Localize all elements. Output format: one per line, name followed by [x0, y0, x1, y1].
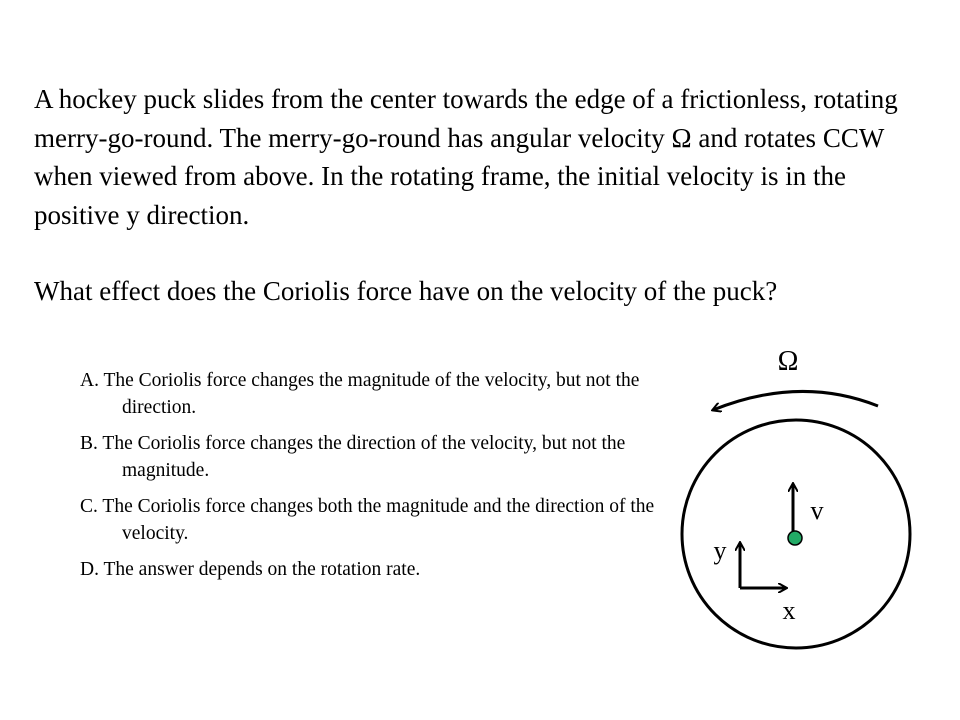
y-axis-label: y: [713, 536, 727, 565]
hockey-puck: [788, 531, 802, 545]
choice-d: D. The answer depends on the rotation rate.: [80, 559, 421, 580]
choice-a: A. The Coriolis force changes the magnitude of the velocity, but not the direction.: [80, 370, 640, 418]
question-paragraph-2: What effect does the Coriolis force have on the velocity of the puck?: [34, 276, 778, 306]
choice-b: B. The Coriolis force changes the direction of the velocity, but not the magnitude.: [80, 433, 626, 481]
x-axis-label: x: [782, 596, 796, 625]
velocity-label: v: [810, 496, 824, 525]
merry-go-round-diagram: [660, 330, 950, 670]
rotation-arrow: [713, 391, 878, 410]
question-text: [34, 80, 934, 311]
answer-choices: [80, 367, 680, 592]
choice-c: C. The Coriolis force changes both the magnitude and the direction of the velocity.: [80, 496, 655, 544]
question-paragraph-1: A hockey puck slides from the center towards the edge of a frictionless, rotating merry-go-round. The merry-go-round has angular velocity Ω and rotates CCW when viewed from above. In the rotating frame, the initial velocity is in the positive y direction.: [34, 84, 898, 230]
omega-label: Ω: [777, 346, 799, 377]
